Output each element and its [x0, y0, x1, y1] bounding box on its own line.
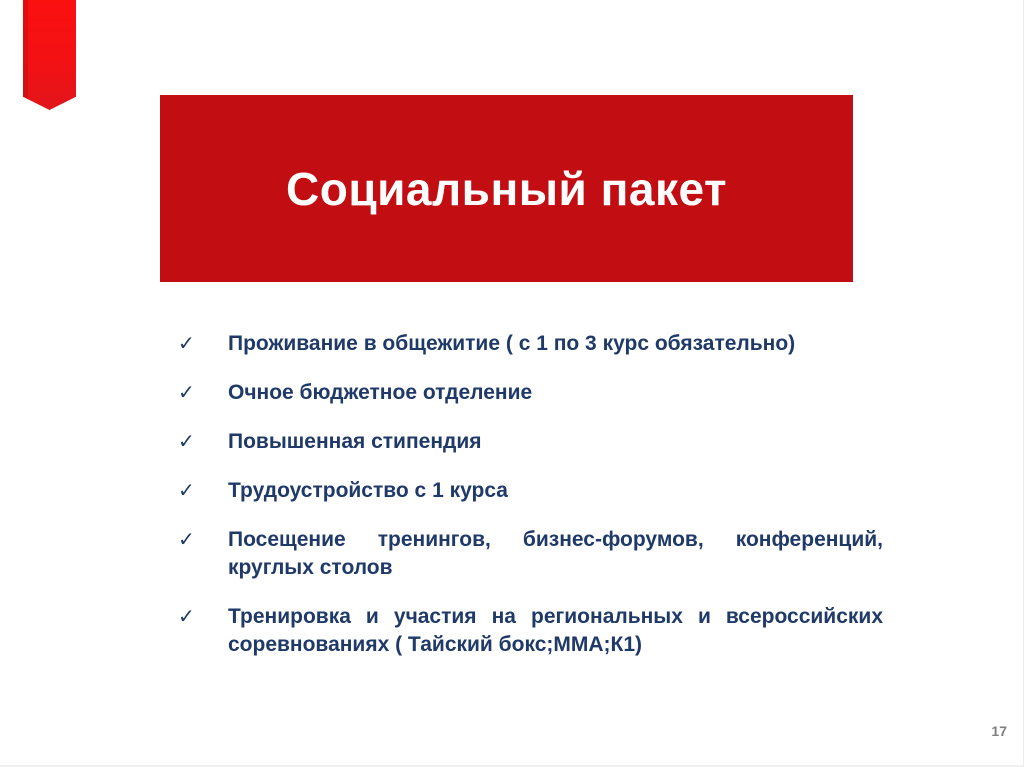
- checkmark-icon: ✓: [178, 333, 195, 355]
- list-item-text: Тренировка и участия на региональных и всероссийских соревнованиях ( Тайский бокс;ММА;К1): [228, 605, 883, 656]
- bookmark-ribbon-icon: [23, 0, 76, 110]
- list-item-text: Трудоустройство с 1 курса: [228, 479, 508, 502]
- checkmark-icon: ✓: [178, 382, 195, 404]
- checkmark-icon: ✓: [178, 529, 195, 551]
- checkmark-icon: ✓: [178, 431, 195, 453]
- benefits-list: [178, 330, 886, 680]
- list-item: [178, 428, 886, 456]
- page-number: 17: [991, 723, 1007, 739]
- list-item: [178, 526, 886, 582]
- list-item: [178, 379, 886, 407]
- checkmark-icon: ✓: [178, 606, 195, 628]
- list-item-text: Посещение тренингов, бизнес-форумов, конференций, круглых столов: [228, 528, 883, 579]
- title-banner: [160, 95, 853, 282]
- checkmark-icon: ✓: [178, 480, 195, 502]
- list-item-text: Проживание в общежитие ( с 1 по 3 курс обязательно): [228, 332, 796, 355]
- list-item-text: Очное бюджетное отделение: [228, 381, 533, 404]
- page-title: Социальный пакет: [286, 162, 727, 215]
- list-item: [178, 603, 886, 659]
- list-item-text: Повышенная стипендия: [228, 430, 482, 453]
- list-item: [178, 330, 886, 358]
- list-item: [178, 477, 886, 505]
